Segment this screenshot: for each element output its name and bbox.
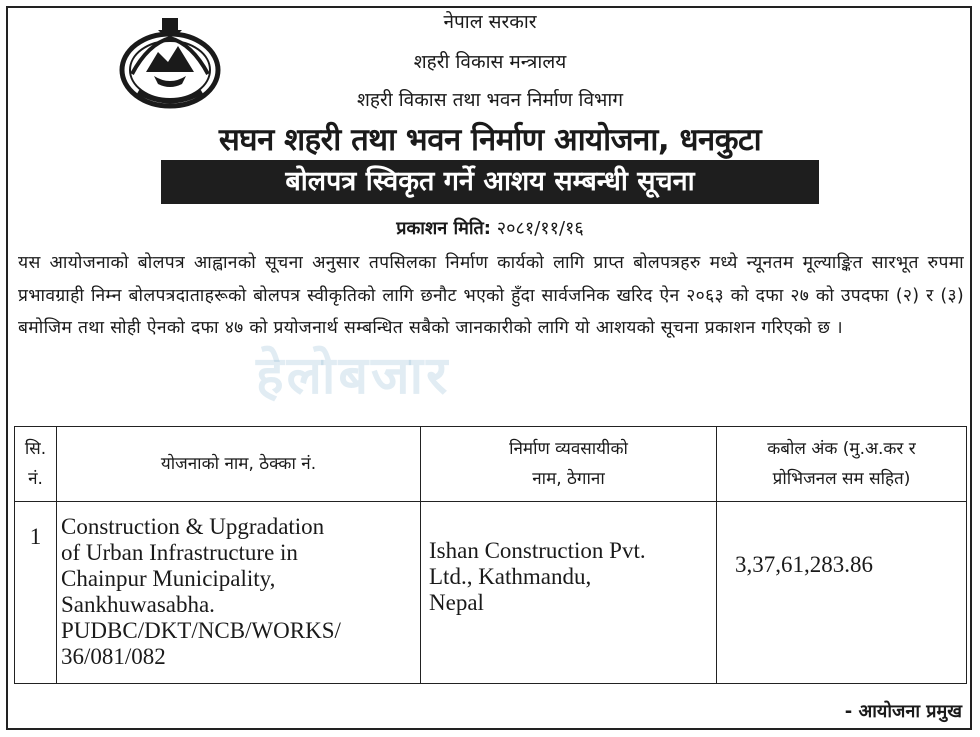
cell-project: Construction & Upgradation of Urban Infrastructure in Chainpur Municipality, Sankhuwasabha. PUDBC/DKT/NCB/WORKS/ 36/081/082 <box>57 502 421 684</box>
signoff-project-chief: - आयोजना प्रमुख <box>844 701 962 722</box>
table-row <box>15 502 967 684</box>
publication-date <box>0 216 980 240</box>
notice-title-banner: बोलपत्र स्विकृत गर्ने आशय सम्बन्धी सूचना <box>161 160 819 204</box>
publication-date-label: प्रकाशन मिति: <box>396 218 492 239</box>
header-ministry: शहरी विकास मन्त्रालय <box>413 51 567 73</box>
col-header-sn: सि. नं. <box>15 427 57 502</box>
award-table <box>14 426 967 684</box>
col-header-contractor: निर्माण व्यवसायीको नाम, ठेगाना <box>421 427 717 502</box>
header-office: सघन शहरी तथा भवन निर्माण आयोजना, धनकुटा <box>218 122 762 158</box>
table-header-row <box>15 427 967 502</box>
col-header-amount: कबोल अंक (मु.अ.कर र प्रोभिजनल सम सहित) <box>717 427 967 502</box>
notice-body: यस आयोजनाको बोलपत्र आह्वानको सूचना अनुसार तपसिलका निर्माण कार्यको लागि प्राप्त बोलपत्रहरु मध्ये न्यूनतम मूल्याङ्कित सारभूत रुपमा प्रभावग्राही निम्न बोलपत्रदाताहरूको बोलपत्र स्वीकृतिको लागि छनौट भएको हुँदा सार्वजनिक खरिद ऐन २०६३ को दफा २७ को उपदफा (२) र (३) बमोजिम तथा सोही ऐनको दफा ४७ को प्रयोजनार्थ सम्बन्धित सबैको जानकारीको लागि यो आशयको सूचना प्रकाशन गरिएको छ । <box>18 253 964 338</box>
cell-contractor: Ishan Construction Pvt. Ltd., Kathmandu, Nepal <box>421 502 717 684</box>
header-government: नेपाल सरकार <box>443 11 537 33</box>
header-department: शहरी विकास तथा भवन निर्माण विभाग <box>356 89 624 111</box>
cell-amount: 3,37,61,283.86 <box>717 502 967 684</box>
cell-sn: 1 <box>15 502 57 684</box>
publication-date-value: २०८१/११/१६ <box>496 218 584 239</box>
watermark: हेलोबजार <box>256 346 451 406</box>
col-header-project: योजनाको नाम, ठेक्का नं. <box>57 427 421 502</box>
